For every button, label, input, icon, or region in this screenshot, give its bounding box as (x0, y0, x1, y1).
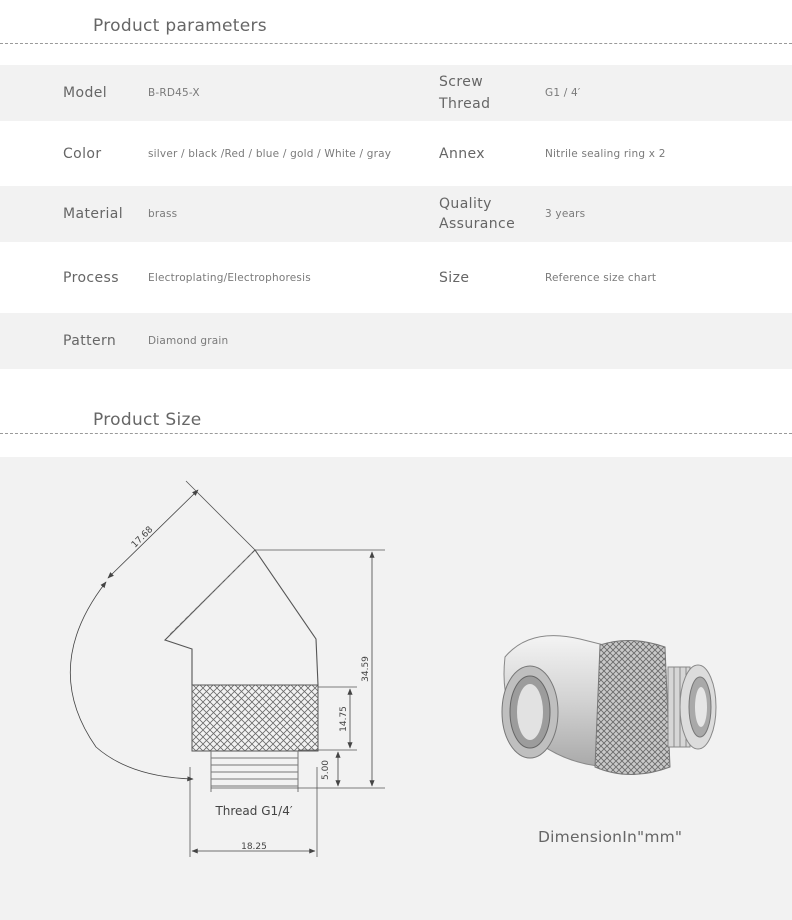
dim-text-total-height: 34.59 (361, 656, 371, 682)
label-size: Size (439, 269, 470, 286)
dim-text-width: 18.25 (241, 842, 267, 852)
thread-label: Thread G1/4′ (215, 804, 293, 818)
label-color: Color (63, 145, 102, 162)
size-section-title: Product Size (93, 410, 202, 430)
label-material: Material (63, 206, 124, 222)
knurl-section (192, 685, 318, 751)
fitting-outline (165, 550, 318, 685)
value-material: brass (148, 208, 178, 220)
value-size: Reference size chart (545, 271, 657, 284)
params-section-title: Product parameters (93, 16, 267, 36)
value-quality-assurance: 3 years (545, 208, 586, 220)
label-quality-assurance: Quality Assurance (439, 196, 516, 232)
dim-text-thread: 5.00 (321, 759, 331, 781)
value-screw-thread: G1 / 4′ (545, 87, 581, 99)
dim-text-angle: 17.68 (129, 524, 156, 551)
label-process: Process (63, 269, 119, 286)
value-color: silver / black /Red / blue / gold / White / gray (148, 147, 392, 160)
product-photo (490, 617, 730, 787)
size-panel (0, 457, 792, 920)
extension-lines (186, 481, 385, 857)
param-row-process (0, 242, 792, 313)
label-annex: Annex (439, 145, 485, 162)
value-pattern: Diamond grain (148, 335, 229, 347)
param-row-material (0, 186, 792, 242)
param-row-color (0, 121, 792, 186)
value-model: B-RD45-X (148, 87, 200, 99)
param-row-pattern (0, 313, 792, 369)
value-annex: Nitrile sealing ring x 2 (545, 147, 666, 160)
label-screw-thread: Screw Thread (439, 74, 491, 112)
label-pattern: Pattern (63, 333, 117, 349)
thread-section (211, 751, 298, 792)
value-process: Electroplating/Electrophoresis (148, 271, 311, 284)
dim-arc (70, 582, 193, 779)
technical-drawing (0, 457, 430, 920)
params-divider (0, 43, 792, 44)
dim-text-knurl: 14.75 (339, 706, 349, 732)
size-divider (0, 433, 792, 434)
param-row-model (0, 65, 792, 121)
dimension-caption: DimensionIn"mm" (538, 828, 683, 846)
label-model: Model (63, 85, 108, 101)
